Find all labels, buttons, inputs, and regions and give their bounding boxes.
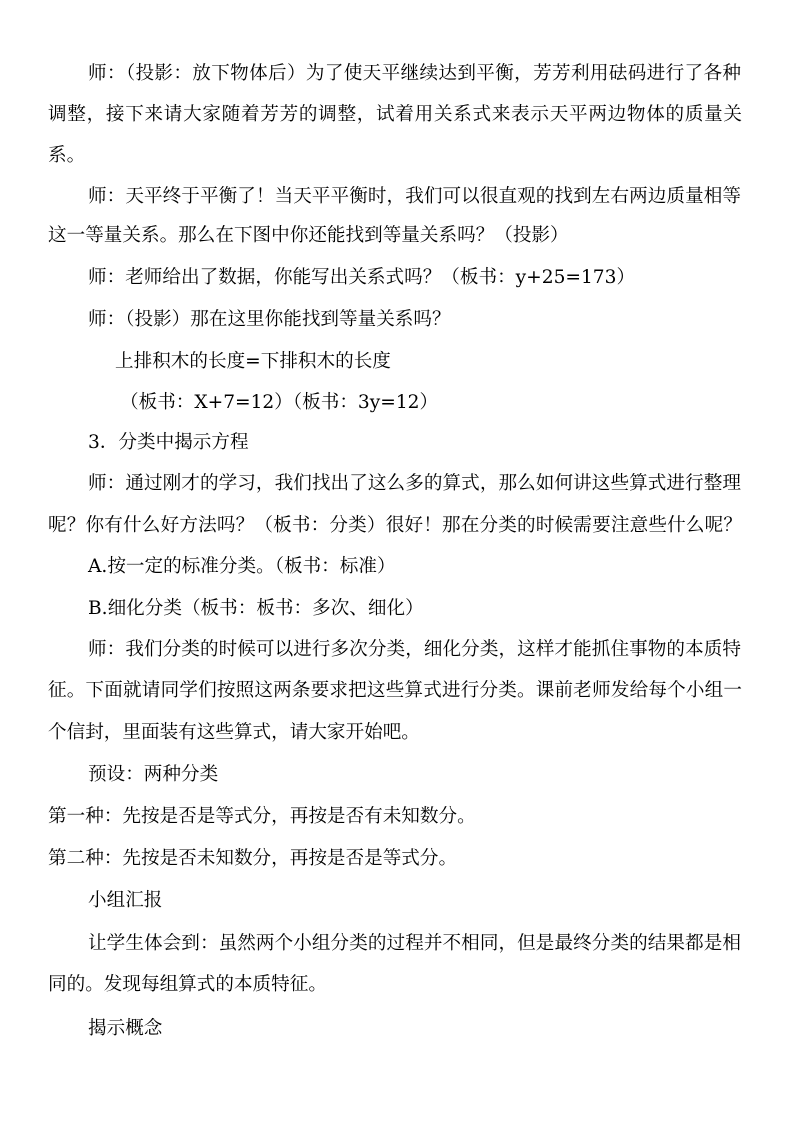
paragraph-line: 征。下面就请同学们按照这两条要求把这些算式进行分类。课前老师发给每个小组一 — [48, 680, 742, 701]
paragraph-line: 让学生体会到：虽然两个小组分类的过程并不相同，但是最终分类的结果都是相 — [88, 933, 741, 954]
paragraph-line: 第二种：先按是否未知数分，再按是否是等式分。 — [48, 848, 458, 869]
paragraph-line: 小组汇报 — [88, 890, 163, 911]
paragraph-line: 师：（投影）那在这里你能找到等量关系吗？ — [88, 309, 451, 330]
paragraph-line: 第一种：先按是否是等式分，再按是否有未知数分。 — [48, 806, 476, 827]
paragraph-line: 呢？你有什么好方法吗？（板书：分类）很好！那在分类的时候需要注意些什么呢？ — [48, 515, 742, 536]
paragraph-line: 这一等量关系。那么在下图中你还能找到等量关系吗？（投影） — [48, 225, 569, 246]
list-item: B.细化分类（板书：板书：多次、细化） — [88, 598, 424, 619]
paragraph-line: 调整，接下来请大家随着芳芳的调整，试着用关系式来表示天平两边物体的质量关 — [48, 104, 742, 125]
paragraph-line: 师：通过刚才的学习，我们找出了这么多的算式，那么如何讲这些算式进行整理 — [88, 473, 741, 494]
list-item: A.按一定的标准分类。（板书：标准） — [88, 556, 396, 577]
section-heading: 3．分类中揭示方程 — [88, 432, 249, 453]
paragraph-line: （板书：X+7=12）（板书：3y=12） — [120, 392, 439, 413]
paragraph-line: 揭示概念 — [88, 1018, 163, 1039]
paragraph-line: 预设：两种分类 — [88, 764, 219, 785]
paragraph-line: 师：我们分类的时候可以进行多次分类，细化分类，这样才能抓住事物的本质特 — [88, 639, 741, 660]
paragraph-line: 个信封，里面装有这些算式，请大家开始吧。 — [48, 722, 420, 743]
paragraph-line: 上排积木的长度=下排积木的长度 — [115, 351, 391, 372]
paragraph-line: 师：老师给出了数据，你能写出关系式吗？（板书：y+25=173） — [88, 267, 636, 288]
paragraph-line: 同的。发现每组算式的本质特征。 — [48, 974, 327, 995]
paragraph-line: 师：天平终于平衡了！当天平平衡时，我们可以很直观的找到左右两边质量相等 — [88, 186, 741, 207]
paragraph-line: 师：（投影：放下物体后）为了使天平继续达到平衡，芳芳利用砝码进行了各种 — [88, 63, 741, 84]
paragraph-line: 系。 — [48, 145, 86, 166]
